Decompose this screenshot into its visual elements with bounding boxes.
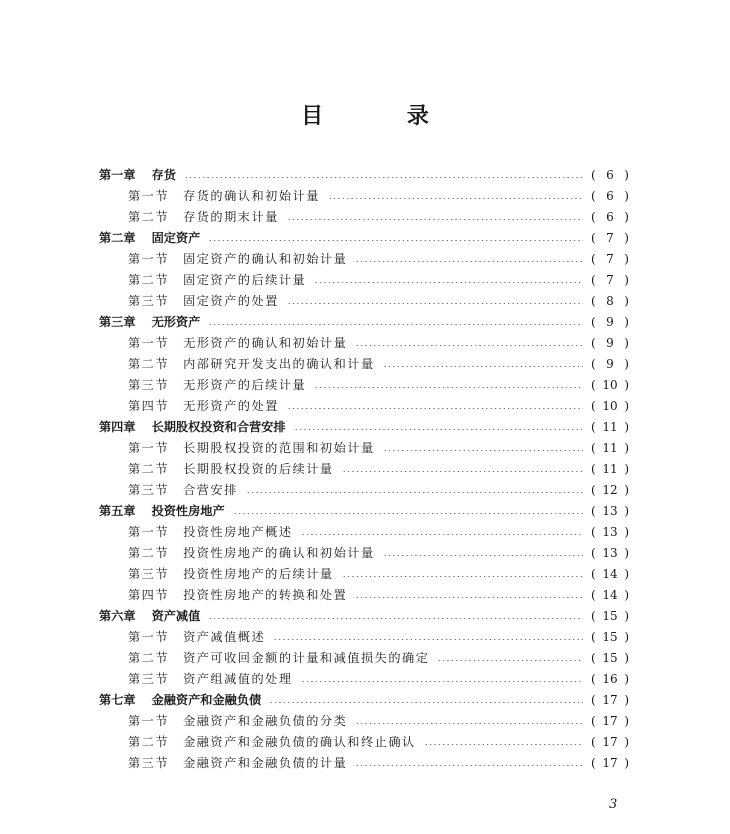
paren-close: ): [624, 356, 629, 371]
section-number: 第二节: [128, 651, 170, 665]
page-reference: [591, 693, 629, 707]
page-ref-number: 12: [602, 482, 618, 497]
paren-open: (: [591, 272, 596, 287]
page-ref-number: 9: [606, 335, 614, 350]
section-title: 资产可收回金额的计量和减值损失的确定: [183, 651, 430, 665]
dot-leader: [233, 513, 583, 514]
page-reference: [591, 735, 629, 749]
section-number: 第二节: [128, 357, 170, 371]
dot-leader: [208, 618, 583, 619]
toc-section-entry[interactable]: [99, 647, 629, 668]
paren-close: ): [624, 419, 629, 434]
toc-chapter-entry[interactable]: [99, 500, 629, 521]
section-number: 第一节: [128, 189, 170, 203]
dot-leader: [301, 681, 583, 682]
dot-leader: [383, 366, 583, 367]
paren-open: (: [591, 671, 596, 686]
toc-section-entry[interactable]: [99, 185, 629, 206]
chapter-number: 第四章: [99, 420, 136, 434]
paren-open: (: [591, 524, 596, 539]
toc-section-entry[interactable]: [99, 248, 629, 269]
paren-close: ): [624, 692, 629, 707]
toc-chapter-entry[interactable]: [99, 416, 629, 437]
dot-leader: [208, 324, 583, 325]
dot-leader: [355, 765, 583, 766]
page-ref-number: 9: [606, 356, 614, 371]
dot-leader: [424, 744, 583, 745]
dot-leader: [184, 177, 583, 178]
page-ref-number: 17: [602, 713, 618, 728]
paren-close: ): [624, 755, 629, 770]
toc-section-entry[interactable]: [99, 563, 629, 584]
page-reference: [591, 441, 629, 455]
section-title: 金融资产和金融负债的计量: [183, 756, 348, 770]
paren-close: ): [624, 293, 629, 308]
paren-open: (: [591, 230, 596, 245]
section-title: 无形资产的处置: [183, 399, 279, 413]
paren-open: (: [591, 713, 596, 728]
toc-section-entry[interactable]: [99, 458, 629, 479]
dot-leader: [301, 534, 583, 535]
dot-leader: [355, 597, 583, 598]
paren-close: ): [624, 566, 629, 581]
section-number: 第四节: [128, 399, 170, 413]
chapter-title: 资产减值: [151, 609, 201, 623]
page-ref-number: 15: [602, 650, 618, 665]
paren-close: ): [624, 440, 629, 455]
toc-section-entry[interactable]: [99, 731, 629, 752]
paren-open: (: [591, 608, 596, 623]
paren-open: (: [591, 461, 596, 476]
chapter-number: 第五章: [99, 504, 136, 518]
paren-close: ): [624, 545, 629, 560]
page-reference: [591, 756, 629, 770]
toc-section-entry[interactable]: [99, 752, 629, 773]
page-number: 3: [609, 797, 618, 812]
paren-open: (: [591, 377, 596, 392]
paren-close: ): [624, 377, 629, 392]
section-title: 合营安排: [183, 483, 238, 497]
dot-leader: [383, 555, 583, 556]
section-title: 无形资产的后续计量: [183, 378, 307, 392]
paren-close: ): [624, 209, 629, 224]
page-reference: [591, 189, 629, 203]
dot-leader: [355, 261, 583, 262]
page-reference: [591, 546, 629, 560]
dot-leader: [314, 387, 583, 388]
toc-section-entry[interactable]: [99, 584, 629, 605]
page-ref-number: 6: [606, 188, 614, 203]
paren-close: ): [624, 461, 629, 476]
section-title: 固定资产的处置: [183, 294, 279, 308]
page-ref-number: 6: [606, 167, 614, 182]
section-title: 投资性房地产的确认和初始计量: [183, 546, 375, 560]
section-number: 第二节: [128, 210, 170, 224]
toc-section-entry[interactable]: [99, 668, 629, 689]
section-title: 固定资产的确认和初始计量: [183, 252, 348, 266]
paren-close: ): [624, 671, 629, 686]
section-number: 第一节: [128, 252, 170, 266]
page-ref-number: 8: [606, 293, 614, 308]
paren-close: ): [624, 608, 629, 623]
toc-section-entry[interactable]: [99, 395, 629, 416]
dot-leader: [342, 576, 583, 577]
section-number: 第二节: [128, 735, 170, 749]
dot-leader: [273, 639, 583, 640]
dot-leader: [328, 198, 583, 199]
chapter-title: 金融资产和金融负债: [151, 693, 262, 707]
page-ref-number: 17: [602, 734, 618, 749]
page-reference: [591, 525, 629, 539]
page-reference: [591, 315, 629, 329]
section-title: 资产减值概述: [183, 630, 266, 644]
toc-chapter-entry[interactable]: [99, 605, 629, 626]
dot-leader: [437, 660, 583, 661]
section-title: 投资性房地产概述: [183, 525, 293, 539]
toc-chapter-entry[interactable]: [99, 311, 629, 332]
page-reference: [591, 210, 629, 224]
page-ref-number: 7: [606, 230, 614, 245]
page-reference: [591, 399, 629, 413]
paren-open: (: [591, 314, 596, 329]
page-reference: [591, 378, 629, 392]
section-title: 存货的确认和初始计量: [183, 189, 320, 203]
paren-open: (: [591, 251, 596, 266]
page-reference: [591, 231, 629, 245]
page-ref-number: 16: [602, 671, 618, 686]
toc-title: 目 录: [301, 104, 467, 129]
dot-leader: [314, 282, 583, 283]
page-reference: [591, 609, 629, 623]
page-ref-number: 11: [602, 440, 618, 455]
paren-close: ): [624, 314, 629, 329]
dot-leader: [287, 303, 583, 304]
paren-close: ): [624, 503, 629, 518]
page-reference: [591, 483, 629, 497]
section-title: 投资性房地产的转换和处置: [183, 588, 348, 602]
paren-open: (: [591, 650, 596, 665]
paren-close: ): [624, 167, 629, 182]
toc-section-entry[interactable]: [99, 521, 629, 542]
dot-leader: [208, 240, 583, 241]
page-ref-number: 11: [602, 461, 618, 476]
chapter-number: 第一章: [99, 168, 136, 182]
page-ref-number: 6: [606, 209, 614, 224]
section-number: 第一节: [128, 630, 170, 644]
toc-chapter-entry[interactable]: [99, 689, 629, 710]
page-ref-number: 17: [602, 692, 618, 707]
paren-close: ): [624, 650, 629, 665]
chapter-number: 第六章: [99, 609, 136, 623]
chapter-title: 存货: [151, 168, 176, 182]
paren-open: (: [591, 755, 596, 770]
paren-open: (: [591, 167, 596, 182]
dot-leader: [355, 723, 583, 724]
paren-open: (: [591, 335, 596, 350]
section-title: 存货的期末计量: [183, 210, 279, 224]
chapter-title: 长期股权投资和合营安排: [151, 420, 286, 434]
dot-leader: [246, 492, 583, 493]
page-ref-number: 13: [602, 545, 618, 560]
table-of-contents: [99, 164, 629, 773]
paren-open: (: [591, 566, 596, 581]
toc-section-entry[interactable]: [99, 206, 629, 227]
paren-open: (: [591, 629, 596, 644]
section-title: 资产组减值的处理: [183, 672, 293, 686]
section-number: 第一节: [128, 336, 170, 350]
page-ref-number: 11: [602, 419, 618, 434]
toc-section-entry[interactable]: [99, 437, 629, 458]
page-ref-number: 7: [606, 251, 614, 266]
toc-chapter-entry[interactable]: [99, 227, 629, 248]
toc-section-entry[interactable]: [99, 374, 629, 395]
toc-chapter-entry[interactable]: [99, 164, 629, 185]
section-number: 第二节: [128, 273, 170, 287]
section-number: 第三节: [128, 756, 170, 770]
paren-open: (: [591, 356, 596, 371]
page-reference: [591, 504, 629, 518]
dot-leader: [383, 450, 583, 451]
dot-leader: [342, 471, 583, 472]
dot-leader: [294, 429, 583, 430]
paren-open: (: [591, 734, 596, 749]
page-ref-number: 14: [602, 587, 618, 602]
section-title: 固定资产的后续计量: [183, 273, 307, 287]
paren-open: (: [591, 419, 596, 434]
paren-close: ): [624, 251, 629, 266]
paren-open: (: [591, 398, 596, 413]
page-ref-number: 14: [602, 566, 618, 581]
paren-close: ): [624, 482, 629, 497]
section-number: 第四节: [128, 588, 170, 602]
section-title: 投资性房地产的后续计量: [183, 567, 334, 581]
section-number: 第一节: [128, 525, 170, 539]
paren-close: ): [624, 230, 629, 245]
page-reference: [591, 630, 629, 644]
toc-section-entry[interactable]: [99, 479, 629, 500]
page-ref-number: 15: [602, 608, 618, 623]
section-number: 第三节: [128, 672, 170, 686]
section-number: 第二节: [128, 546, 170, 560]
section-number: 第一节: [128, 714, 170, 728]
page-reference: [591, 336, 629, 350]
page-ref-number: 13: [602, 503, 618, 518]
page-reference: [591, 357, 629, 371]
dot-leader: [287, 408, 583, 409]
chapter-number: 第七章: [99, 693, 136, 707]
page-reference: [591, 273, 629, 287]
chapter-title: 无形资产: [151, 315, 201, 329]
paren-close: ): [624, 629, 629, 644]
section-title: 长期股权投资的后续计量: [183, 462, 334, 476]
page-reference: [591, 252, 629, 266]
page-reference: [591, 714, 629, 728]
section-title: 无形资产的确认和初始计量: [183, 336, 348, 350]
paren-close: ): [624, 524, 629, 539]
toc-section-entry[interactable]: [99, 332, 629, 353]
page-ref-number: 13: [602, 524, 618, 539]
paren-open: (: [591, 293, 596, 308]
page-ref-number: 15: [602, 629, 618, 644]
page-reference: [591, 168, 629, 182]
page-ref-number: 7: [606, 272, 614, 287]
toc-section-entry[interactable]: [99, 626, 629, 647]
paren-close: ): [624, 713, 629, 728]
paren-open: (: [591, 188, 596, 203]
toc-section-entry[interactable]: [99, 710, 629, 731]
paren-open: (: [591, 692, 596, 707]
paren-open: (: [591, 440, 596, 455]
chapter-title: 固定资产: [151, 231, 201, 245]
page-ref-number: 9: [606, 314, 614, 329]
toc-section-entry[interactable]: [99, 269, 629, 290]
paren-open: (: [591, 209, 596, 224]
paren-close: ): [624, 188, 629, 203]
paren-open: (: [591, 587, 596, 602]
paren-close: ): [624, 398, 629, 413]
dot-leader: [355, 345, 583, 346]
section-number: 第三节: [128, 294, 170, 308]
section-number: 第三节: [128, 483, 170, 497]
page-ref-number: 17: [602, 755, 618, 770]
paren-close: ): [624, 335, 629, 350]
toc-section-entry[interactable]: [99, 542, 629, 563]
chapter-number: 第三章: [99, 315, 136, 329]
page-ref-number: 10: [602, 398, 618, 413]
chapter-title: 投资性房地产: [151, 504, 225, 518]
section-title: 金融资产和金融负债的确认和终止确认: [183, 735, 416, 749]
section-number: 第三节: [128, 567, 170, 581]
toc-section-entry[interactable]: [99, 290, 629, 311]
section-number: 第三节: [128, 378, 170, 392]
page-reference: [591, 651, 629, 665]
section-title: 金融资产和金融负债的分类: [183, 714, 348, 728]
page-reference: [591, 588, 629, 602]
page-reference: [591, 672, 629, 686]
page-reference: [591, 567, 629, 581]
paren-close: ): [624, 587, 629, 602]
page-reference: [591, 462, 629, 476]
page-reference: [591, 294, 629, 308]
paren-open: (: [591, 545, 596, 560]
section-title: 长期股权投资的范围和初始计量: [183, 441, 375, 455]
toc-section-entry[interactable]: [99, 353, 629, 374]
section-number: 第一节: [128, 441, 170, 455]
paren-open: (: [591, 503, 596, 518]
paren-open: (: [591, 482, 596, 497]
section-number: 第二节: [128, 462, 170, 476]
section-title: 内部研究开发支出的确认和计量: [183, 357, 375, 371]
dot-leader: [269, 702, 583, 703]
page-ref-number: 10: [602, 377, 618, 392]
page-reference: [591, 420, 629, 434]
paren-close: ): [624, 734, 629, 749]
paren-close: ): [624, 272, 629, 287]
dot-leader: [287, 219, 583, 220]
chapter-number: 第二章: [99, 231, 136, 245]
